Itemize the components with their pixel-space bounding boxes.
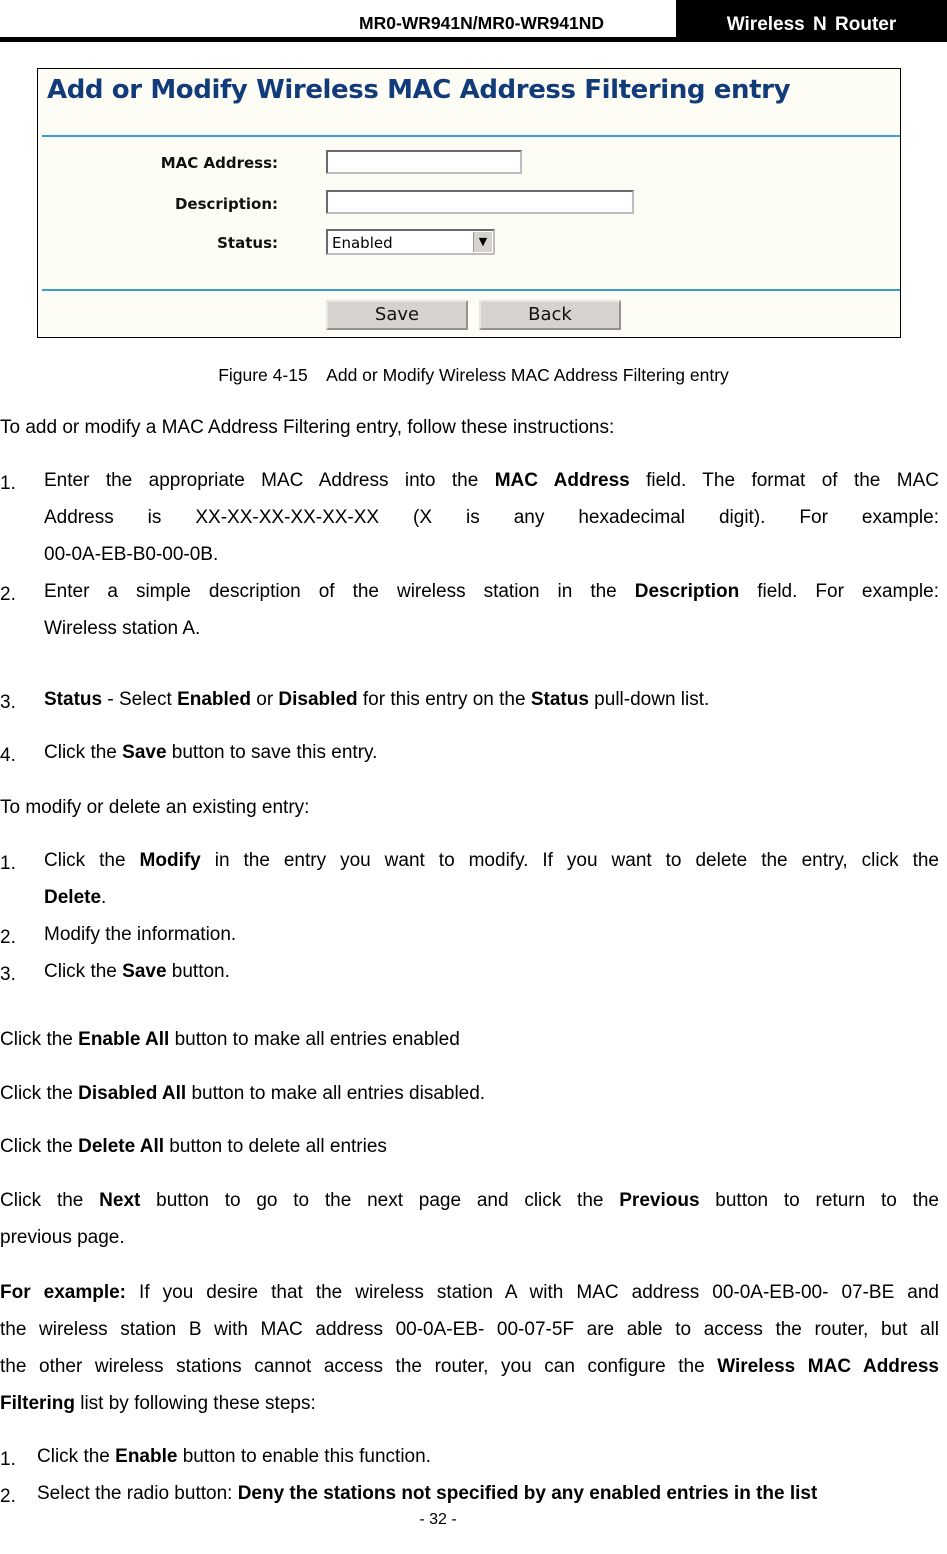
chevron-down-icon[interactable]: ▼	[473, 232, 492, 252]
step-text: Click the Save button to save this entry.	[44, 742, 378, 763]
document-model-header: MR0-WR941N/MR0-WR941ND	[359, 13, 605, 33]
step-number: 1.	[0, 473, 16, 494]
step-number: 1.	[0, 1449, 16, 1470]
step-number: 3.	[0, 692, 16, 713]
step-number: 2.	[0, 584, 16, 605]
step-number: 3.	[0, 964, 16, 985]
back-button[interactable]: Back	[479, 300, 621, 330]
step-text: Enter the appropriate MAC Address into the MAC Address field. The format of the MAC	[44, 470, 939, 491]
mac-address-label: MAC Address:	[160, 154, 278, 172]
step-number: 2.	[0, 927, 16, 948]
example-text: the other wireless stations cannot access the router, you can configure the Wireless MAC Address	[0, 1356, 939, 1377]
next-previous-text: Click the Next button to go to the next page and click the Previous button to return to the	[0, 1190, 939, 1211]
step-number: 4.	[0, 745, 16, 766]
intro-text: To add or modify a MAC Address Filtering entry, follow these instructions:	[0, 417, 615, 438]
next-previous-text: previous page.	[0, 1227, 125, 1248]
status-selected-value: Enabled	[332, 234, 393, 252]
buttons-divider	[42, 289, 900, 291]
form-title: Add or Modify Wireless MAC Address Filtering entry	[47, 75, 791, 105]
description-input[interactable]	[326, 190, 634, 214]
note-text: Click the Enable All button to make all entries enabled	[0, 1029, 460, 1050]
step-text: Modify the information.	[44, 924, 237, 945]
modify-intro-text: To modify or delete an existing entry:	[0, 797, 310, 818]
mac-filter-entry-screenshot	[37, 68, 901, 338]
header-rule	[0, 37, 947, 42]
step-number: 1.	[0, 853, 16, 874]
example-text: the wireless station B with MAC address 00-0A-EB- 00-07-5F are able to access the router, but all	[0, 1319, 939, 1340]
page-number: - 32 -	[419, 1511, 457, 1528]
note-text: Click the Disabled All button to make all entries disabled.	[0, 1083, 486, 1104]
step-text: Click the Modify in the entry you want to modify. If you want to delete the entry, click the	[44, 850, 939, 871]
product-name-tab: Wireless N Router	[676, 0, 947, 42]
step-text: Enter a simple description of the wireless station in the Description field. For example:	[44, 581, 939, 602]
example-text: Filtering list by following these steps:	[0, 1393, 316, 1414]
figure-caption: Figure 4-15 Add or Modify Wireless MAC Address Filtering entry	[218, 365, 729, 385]
description-label: Description:	[174, 195, 278, 213]
step-text: Wireless station A.	[44, 618, 201, 639]
step-text: Address is XX-XX-XX-XX-XX-XX (X is any hexadecimal digit). For example:	[44, 507, 939, 528]
title-divider	[42, 135, 900, 137]
status-label: Status:	[217, 234, 278, 252]
step-text: Delete.	[44, 887, 107, 908]
note-text: Click the Delete All button to delete all entries	[0, 1136, 387, 1157]
mac-address-input[interactable]	[326, 150, 522, 174]
step-text: Click the Enable button to enable this function.	[37, 1446, 431, 1467]
step-text: Status - Select Enabled or Disabled for this entry on the Status pull-down list.	[44, 689, 710, 710]
step-text: Select the radio button: Deny the stations not specified by any enabled entries in the list	[37, 1483, 818, 1504]
save-button[interactable]: Save	[326, 300, 468, 330]
example-text: For example: If you desire that the wireless station A with MAC address 00-0A-EB-00- 07-BE and	[0, 1282, 939, 1303]
status-select[interactable]	[326, 229, 495, 255]
step-number: 2.	[0, 1486, 16, 1507]
step-text: 00-0A-EB-B0-00-0B.	[44, 544, 219, 565]
step-text: Click the Save button.	[44, 961, 230, 982]
